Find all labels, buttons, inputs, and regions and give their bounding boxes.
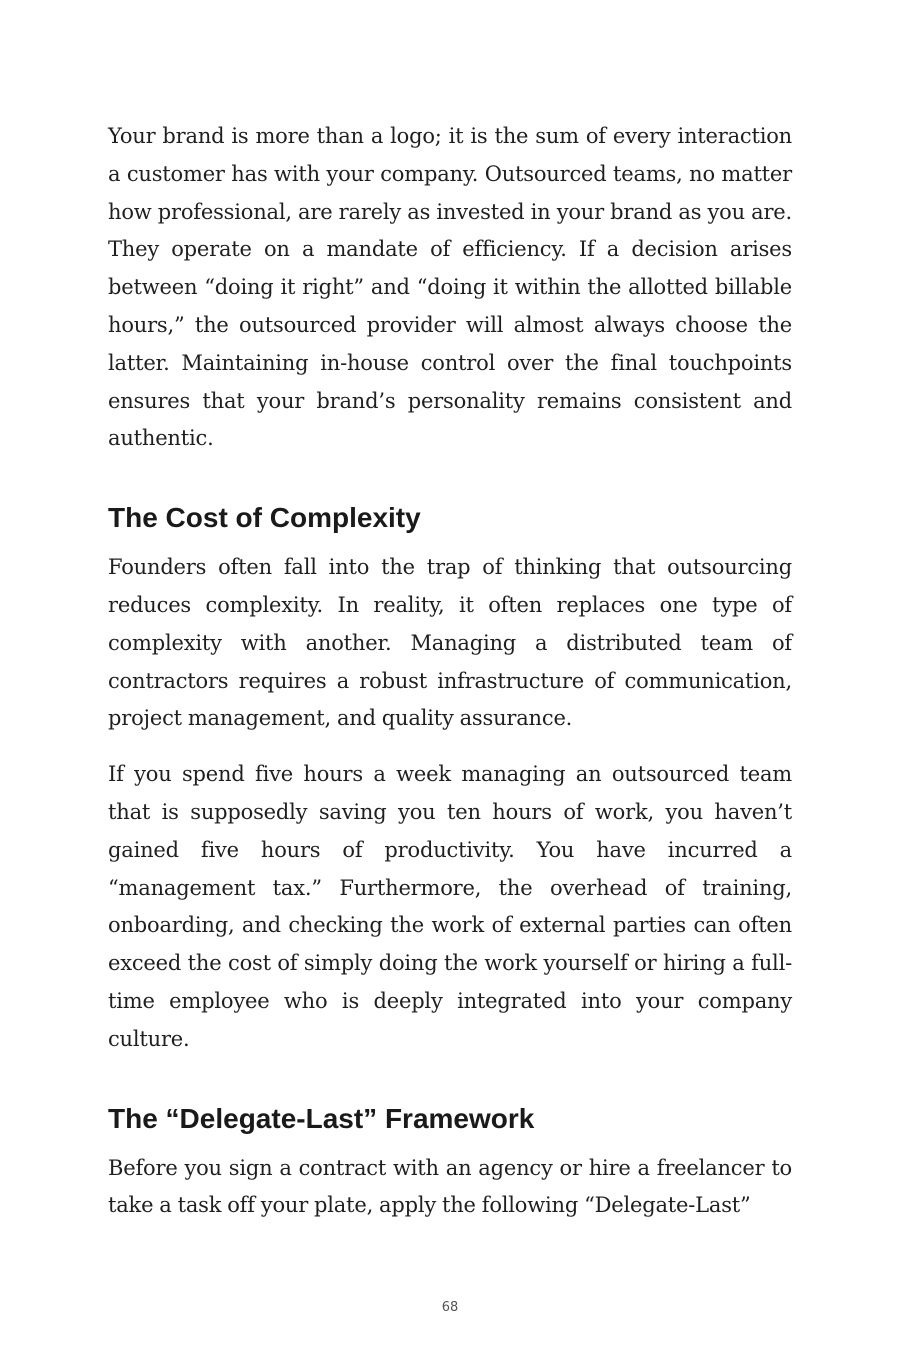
page-number: 68 xyxy=(441,1300,459,1315)
heading-cost-of-complexity: The Cost of Complexity xyxy=(108,502,421,534)
paragraph-management-tax: If you spend five hours a week managing an outsourced team that is supposedly saving you ten hours of work, you haven’t gained five hours of productivity. You have incurred a “management tax.” Furthermore, the overhead of training, onboarding, and checking the work of external parties can often exceed the cost of simply doing the work yourself or hiring a full-time employee who is deeply integrated into your company culture. xyxy=(108,762,792,1051)
paragraph-before-you-sign: Before you sign a contract with an agency or hire a freelancer to take a task off your plate, apply the following “Delegate-Last” xyxy=(108,1155,792,1218)
page-content xyxy=(108,118,792,1225)
paragraph-founders: Founders often fall into the trap of thinking that outsourcing reduces complexity. In reality, it often replaces one type of complexity with another. Managing a distributed team of contractors requires a robust infrastructure of communication, project management, and quality assurance. xyxy=(108,555,792,731)
paragraph-brand: Your brand is more than a logo; it is the sum of every interaction a customer has with your company. Outsourced teams, no matter how professional, are rarely as invested in your brand as you are. They operate on a mandate of efficiency. If a decision arises between “doing it right” and “doing it within the allotted billable hours,” the outsourced provider will almost always choose the latter. Maintaining in-house control over the final touchpoints ensures that your brand’s personality remains consistent and authentic. xyxy=(108,124,792,451)
heading-delegate-last-framework: The “Delegate-Last” Framework xyxy=(108,1102,535,1134)
